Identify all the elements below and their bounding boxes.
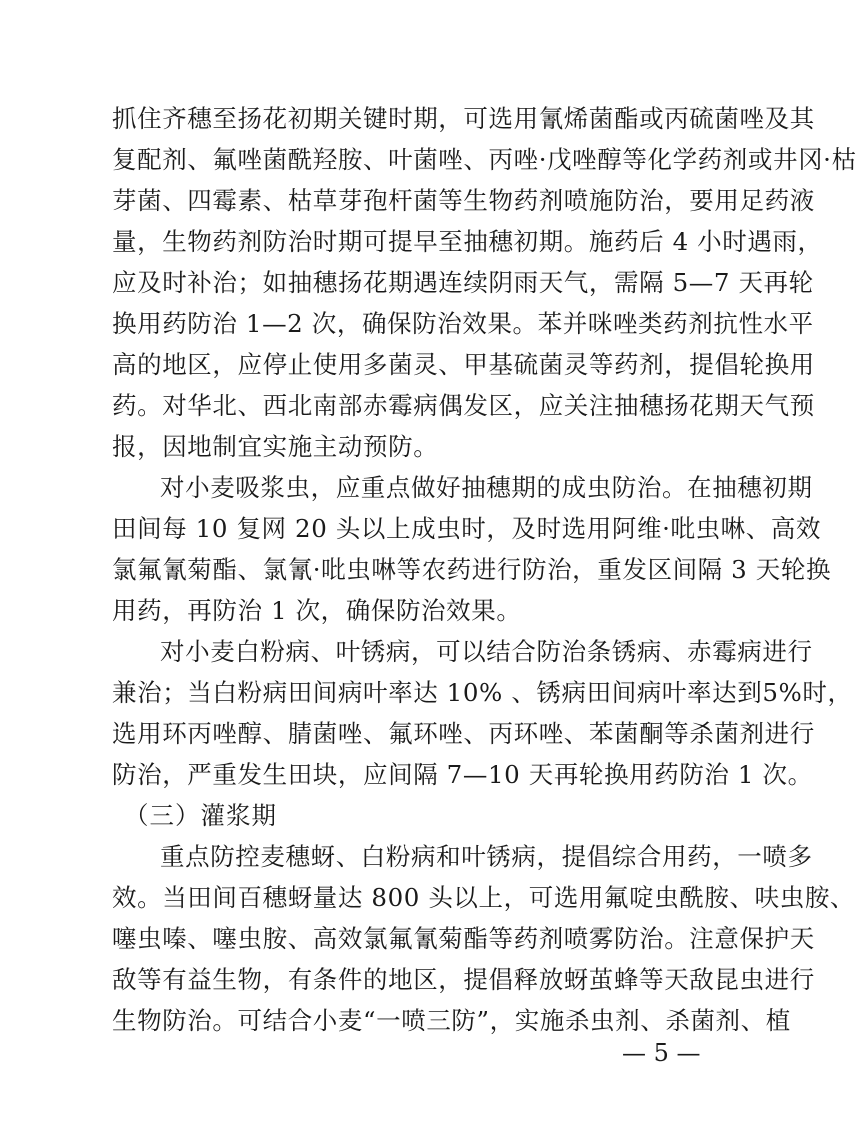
paragraph-line: 兼治；当白粉病田间病叶率达 10% 、锈病田间病叶率达到5%时， [112,678,853,707]
paragraph-line: 报，因地制宜实施主动预防。 [112,432,439,461]
paragraph-line: 换用药防治 1—2 次，确保防治效果。苯并咪唑类药剂抗性水平 [112,309,814,338]
paragraph-line: 对小麦吸浆虫，应重点做好抽穗期的成虫防治。在抽穗初期 [160,473,813,502]
paragraph-line: 生物防治。可结合小麦“一喷三防”，实施杀虫剂、杀菌剂、植 [112,1006,791,1035]
paragraph-line: 噻虫嗪、噻虫胺、高效氯氟氰菊酯等药剂喷雾防治。注意保护天 [112,924,815,953]
section-heading: （三）灌浆期 [124,801,277,830]
paragraph-line: 用药，再防治 1 次，确保防治效果。 [112,596,522,625]
paragraph-line: 量，生物药剂防治时期可提早至抽穗初期。施药后 4 小时遇雨， [112,227,823,256]
paragraph-line: 选用环丙唑醇、腈菌唑、氟环唑、丙环唑、苯菌酮等杀菌剂进行 [112,719,815,748]
paragraph-line: 芽菌、四霉素、枯草芽孢杆菌等生物药剂喷施防治，要用足药液 [112,186,815,215]
paragraph-line: 复配剂、氟唑菌酰羟胺、叶菌唑、丙唑·戊唑醇等化学药剂或井冈·枯 [112,145,857,174]
paragraph-line: 重点防控麦穗蚜、白粉病和叶锈病，提倡综合用药，一喷多 [160,842,813,871]
paragraph-line: 高的地区，应停止使用多菌灵、甲基硫菌灵等药剂，提倡轮换用 [112,350,815,379]
paragraph-line: 防治，严重发生田块，应间隔 7—10 天再轮换用药防治 1 次。 [112,760,813,789]
paragraph-line: 氯氟氰菊酯、氯氰·吡虫啉等农药进行防治，重发区间隔 3 天轮换 [112,555,832,584]
paragraph-line: 田间每 10 复网 20 头以上成虫时，及时选用阿维·吡虫啉、高效 [112,514,822,543]
paragraph-line: 对小麦白粉病、叶锈病，可以结合防治条锈病、赤霉病进行 [160,637,813,666]
page-number: — 5 — [622,1039,701,1067]
paragraph-line: 抓住齐穗至扬花初期关键时期，可选用氰烯菌酯或丙硫菌唑及其 [112,104,815,133]
paragraph-line: 药。对华北、西北南部赤霉病偶发区，应关注抽穗扬花期天气预 [112,391,815,420]
paragraph-line: 敌等有益生物，有条件的地区，提倡释放蚜茧蜂等天敌昆虫进行 [112,965,815,994]
paragraph-line: 效。当田间百穗蚜量达 800 头以上，可选用氟啶虫酰胺、呋虫胺、 [112,883,856,912]
paragraph-line: 应及时补治；如抽穗扬花期遇连续阴雨天气，需隔 5—7 天再轮 [112,268,814,297]
